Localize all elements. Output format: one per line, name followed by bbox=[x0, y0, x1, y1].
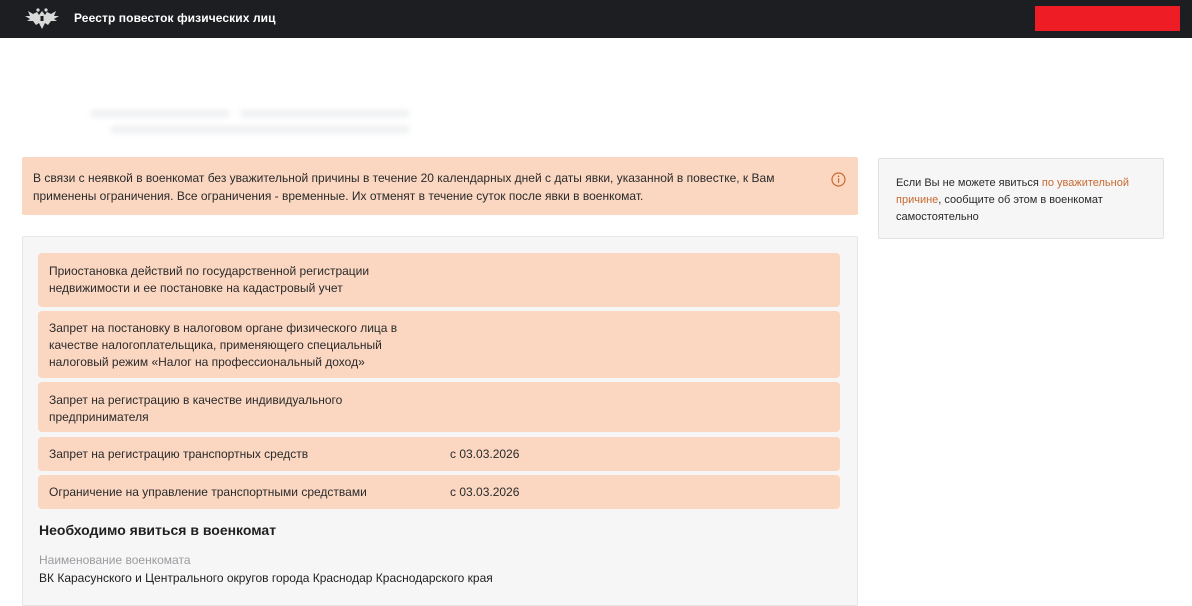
restriction-date: с 03.03.2026 bbox=[450, 485, 520, 499]
notice-text: В связи с неявкой в военкомат без уважительной причины в течение 20 календарных дней с даты явки, указанной в повестке, к Вам применены ограничения. Все ограничения - временные. Их отменят в течение суток после явки в военкомат. bbox=[33, 171, 775, 203]
top-bar bbox=[0, 0, 1192, 38]
office-label: Наименование военкомата bbox=[39, 553, 191, 567]
info-icon[interactable] bbox=[831, 172, 846, 187]
restriction-notice bbox=[22, 157, 858, 215]
restriction-item bbox=[38, 475, 840, 509]
restriction-label: Ограничение на управление транспортными средствами bbox=[49, 485, 367, 499]
aside-text-after: , сообщите об этом в военкомат самостоятельно bbox=[896, 194, 1103, 223]
restriction-item bbox=[38, 253, 840, 307]
office-value: ВК Карасунского и Центрального округов города Краснодар Краснодарского края bbox=[39, 571, 493, 585]
restriction-label: Приостановка действий по государственной регистрации недвижимости и ее постановке на кадастровый учет bbox=[49, 264, 370, 295]
aside-text-before: Если Вы не можете явиться bbox=[896, 177, 1042, 189]
redacted-user-area[interactable] bbox=[1035, 6, 1180, 31]
restriction-date: с 03.03.2026 bbox=[450, 447, 520, 461]
restriction-label: Запрет на постановку в налоговом органе физического лица в качестве налогоплательщика, применяющего специальный налоговый режим «Налог на профессиональный доход» bbox=[49, 321, 398, 369]
restriction-item bbox=[38, 311, 840, 378]
app-title[interactable]: Реестр повесток физических лиц bbox=[74, 11, 276, 25]
restriction-item bbox=[38, 437, 840, 471]
valid-reason-link[interactable]: по уважительной причине bbox=[896, 177, 1129, 206]
restriction-label: Запрет на регистрацию транспортных средств bbox=[49, 447, 309, 461]
blurred-region bbox=[0, 40, 1192, 150]
excuse-info-box bbox=[878, 158, 1164, 239]
double-headed-eagle-icon[interactable] bbox=[22, 5, 62, 33]
appointment-title: Необходимо явиться в военкомат bbox=[39, 522, 277, 538]
restriction-item bbox=[38, 382, 840, 432]
restriction-label: Запрет на регистрацию в качестве индивидуального предпринимателя bbox=[49, 393, 343, 424]
